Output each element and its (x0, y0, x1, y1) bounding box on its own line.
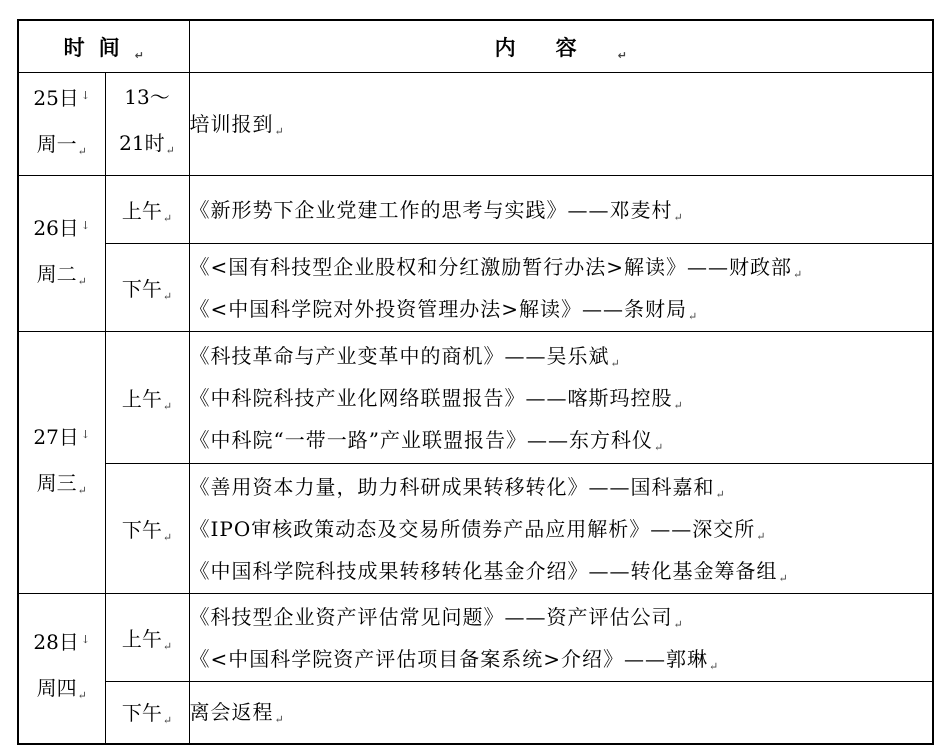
row-tuesday-pm (18, 244, 933, 332)
day-cell-wednesday: 27日 ↓ 周三$_↵$ (18, 332, 105, 594)
items-tuesday-pm: 《<国有科技型企业股权和分红激励暂行办法>解读》——财政部$_↵$ 《<中国科学院对外投资管理办法>解读》——条财局$_↵$ (189, 244, 933, 332)
items-wednesday-am: 《科技革命与产业变革中的商机》——吴乐斌$_↵$ 《中科院科技产业化网络联盟报告》——喀斯玛控股$_↵$ 《中科院“一带一路”产业联盟报告》——东方科仪$_↵$ (189, 332, 933, 464)
items-thursday-am: 《科技型企业资产评估常见问题》——资产评估公司$_↵$ 《<中国科学院资产评估项目备案系统>介绍》——郭琳$_↵$ (189, 594, 933, 682)
item-cell-monday: 培训报到$_↵$ (189, 73, 933, 176)
row-wednesday-pm (18, 464, 933, 594)
items-thursday-pm: 离会返程$_↵$ (189, 682, 933, 744)
header-time: 时间↵ (18, 20, 189, 73)
day-cell-thursday: 28日 ↓ 周四$_↵$ (18, 594, 105, 744)
period-wednesday-am: 上午$_↵$ (105, 332, 189, 464)
row-monday (18, 73, 933, 176)
row-tuesday-am (18, 176, 933, 244)
items-tuesday-am: 《新形势下企业党建工作的思考与实践》——邓麦村$_↵$ (189, 176, 933, 244)
period-thursday-pm: 下午$_↵$ (105, 682, 189, 744)
row-thursday-pm (18, 682, 933, 744)
schedule-table (17, 19, 934, 745)
header-row (18, 20, 933, 73)
period-thursday-am: 上午$_↵$ (105, 594, 189, 682)
day-cell-tuesday: 26日 ↓ 周二$_↵$ (18, 176, 105, 332)
row-thursday-am (18, 594, 933, 682)
period-tuesday-am: 上午$_↵$ (105, 176, 189, 244)
row-wednesday-am (18, 332, 933, 464)
items-wednesday-pm: 《善用资本力量，助力科研成果转移转化》——国科嘉和$_↵$ 《IPO审核政策动态及交易所债券产品应用解析》——深交所$_↵$ 《中国科学院科技成果转移转化基金介绍》——转化基金筹备组$_↵$ (189, 464, 933, 594)
day-cell-monday: 25日 ↓ 周一$_↵$ (18, 73, 105, 176)
hour-cell-monday: 13～ 21时$_↵$ (105, 73, 189, 176)
period-wednesday-pm: 下午$_↵$ (105, 464, 189, 594)
header-content: 内容↵ (189, 20, 933, 73)
period-tuesday-pm: 下午$_↵$ (105, 244, 189, 332)
